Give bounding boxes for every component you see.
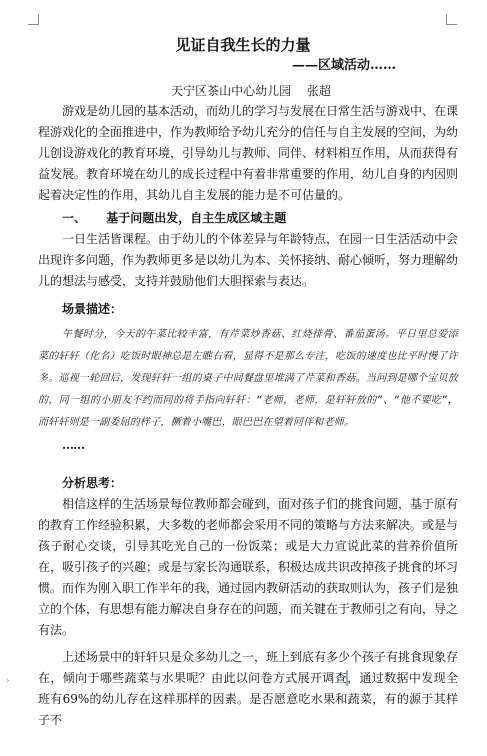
section1-paragraph: 一日生活皆课程。由于幼儿的个体差异与年龄特点，在园一日生活活动中会出现许多问题，作为教师更多是以幼儿为本、关怀接纳、耐心倾听，努力理解幼儿的想法与感受，支持并鼓励他们大胆探索与表达。 — [38, 232, 459, 288]
section-heading-1 — [38, 208, 458, 229]
section-title: 基于问题出发，自主生成区域主题 — [106, 211, 287, 225]
intro-paragraph: 游戏是幼儿园的基本活动，而幼儿的学习与发展在日常生活与游戏中、在课程游戏化的全面推进中，作为教师给予幼儿充分的信任与自主发展的空间，为幼儿创设游戏化的教育环境，引导幼儿与教师、同伴、材料相互作用，从而获得有益发展。教育环境在幼儿的成长过程中有着非常重要的作用，幼儿自身的内因则起着决定性的作用，其幼儿自主发展的能力是不可估量的。 — [38, 104, 459, 202]
scene-description: 午餐时分，今天的午菜比较丰富，有芹菜炒香菇、红烧排骨、番茄蛋汤。平日里总爱添菜的轩轩（化名）吃饭时眼神总是左瞧右看，显得不是那么专注，吃饭的速度也比平时慢了许多。巡视一轮回后，发现轩轩一组的桌子中间餐盘里堆满了芹菜和香菇。当问到是哪个宝贝放的，同一组的小朋友不约而同的将手指向轩轩：“老师，老师，是轩轩放的”、“他不要吃”，而轩轩则是一副委屈的样子，撅着小嘴巴，眼巴巴在望着同伴和老师。 — [38, 329, 458, 428]
document-body[interactable] — [38, 32, 458, 731]
author-line — [44, 81, 458, 101]
margin-corner-top-right — [446, 14, 457, 25]
analysis-label: 分析思考： — [62, 476, 123, 490]
survey-text-a: 上述场景中的轩轩只是众多幼儿之一，班上到底有多少个孩子有挑食现象存在，倾向于哪些蔬菜与水果呢？由此以问卷方式展开调查 — [38, 650, 459, 685]
document-title: 见证自我生长的力量 — [175, 36, 311, 54]
survey-text-c: 的幼儿存在这样那样的因素。是否愿意吃水果和蔬菜，有的源于其样子不 — [38, 692, 458, 727]
scene-label: 场景描述： — [62, 302, 123, 316]
section-number: 一、 — [62, 211, 87, 225]
ellipsis-marker: …… — [62, 438, 84, 452]
survey-text-b: ，通过数据中发现全班有 — [38, 671, 458, 706]
analysis-paragraph: 相信这样的生活场景每位教师都会碰到，面对孩子们的挑食问题，基于原有的教育工作经验积累，大多数的老师都会采用不同的策略与方法来解决。或是与孩子耐心交谈，引导其吃光自己的一份饭菜；或是大力宣说此菜的营养价值所在，吸引孩子的兴趣；或是与家长沟通联系，积极达成共识改掉孩子挑食的坏习惯。而作为刚入职工作半年的我，通过园内教研活动的获取则认为，孩子们是独立的个体，有思想有能力解决自身存在的问题，而关键在于教师引之有向，导之有法。 — [38, 497, 459, 637]
survey-percent: 69% — [62, 692, 90, 706]
author-name: 张超 — [306, 84, 331, 98]
document-subtitle: ——区域活动…… — [291, 58, 396, 73]
left-margin-marker: › — [6, 676, 10, 686]
margin-corner-top-left — [28, 14, 39, 25]
survey-paragraph — [38, 647, 458, 731]
author-unit: 天宁区茶山中心幼儿园 — [171, 84, 292, 98]
